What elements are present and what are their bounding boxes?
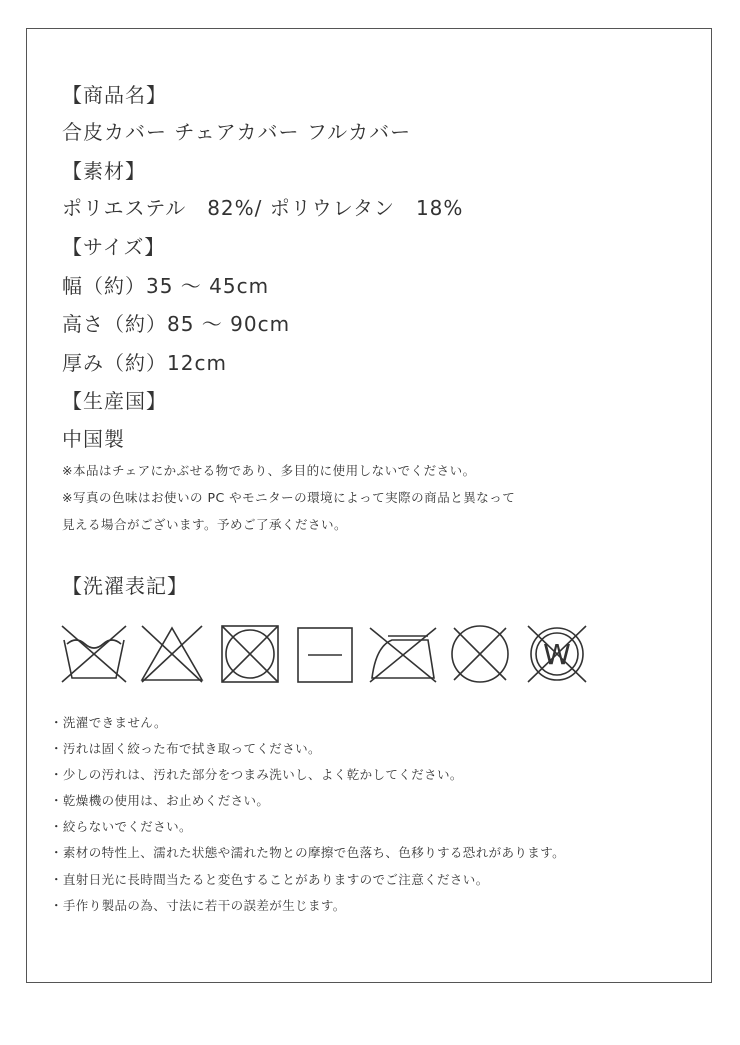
no-iron-icon <box>366 622 440 686</box>
size-depth: 厚み（約）12cm <box>62 351 227 375</box>
no-wash-icon <box>60 622 128 686</box>
note-line: ※写真の色味はお使いの PC やモニターの環境によって実際の商品と異なって <box>62 490 516 505</box>
size-width: 幅（約）35 〜 45cm <box>62 274 270 298</box>
care-note: ・直射日光に長時間当たると変色することがありますのでご注意ください。 <box>50 872 489 887</box>
care-heading: 【洗濯表記】 <box>62 574 188 598</box>
care-note: ・絞らないでください。 <box>50 819 192 834</box>
care-note: ・乾燥機の使用は、お止めください。 <box>50 793 270 808</box>
no-tumble-dry-icon <box>218 622 282 686</box>
size-height: 高さ（約）85 〜 90cm <box>62 312 291 336</box>
care-note: ・素材の特性上、濡れた状態や濡れた物との摩擦で色落ち、色移りする恐れがあります。 <box>50 845 566 860</box>
origin-heading: 【生産国】 <box>62 389 167 413</box>
product-name-heading: 【商品名】 <box>62 83 167 107</box>
care-icons <box>60 622 590 686</box>
wet-clean-letter: W <box>543 638 571 671</box>
no-bleach-icon <box>138 622 206 686</box>
no-wet-clean-icon <box>524 622 590 686</box>
care-note: ・手作り製品の為、寸法に若干の誤差が生じます。 <box>50 898 346 913</box>
care-note: ・汚れは固く絞った布で拭き取ってください。 <box>50 741 321 756</box>
note-line: 見える場合がございます。予めご了承ください。 <box>62 517 348 532</box>
product-name: 合皮カバー チェアカバー フルカバー <box>62 120 412 144</box>
origin: 中国製 <box>62 427 125 451</box>
care-note: ・洗濯できません。 <box>50 715 167 730</box>
note-line: ※本品はチェアにかぶせる物であり、多目的に使用しないでください。 <box>62 463 476 478</box>
material-heading: 【素材】 <box>62 159 146 183</box>
material: ポリエステル 82%/ ポリウレタン 18% <box>62 196 464 220</box>
flat-dry-icon <box>296 622 356 686</box>
no-dry-clean-icon <box>448 622 512 686</box>
care-note: ・少しの汚れは、汚れた部分をつまみ洗いし、よく乾かしてください。 <box>50 767 463 782</box>
size-heading: 【サイズ】 <box>62 235 166 259</box>
